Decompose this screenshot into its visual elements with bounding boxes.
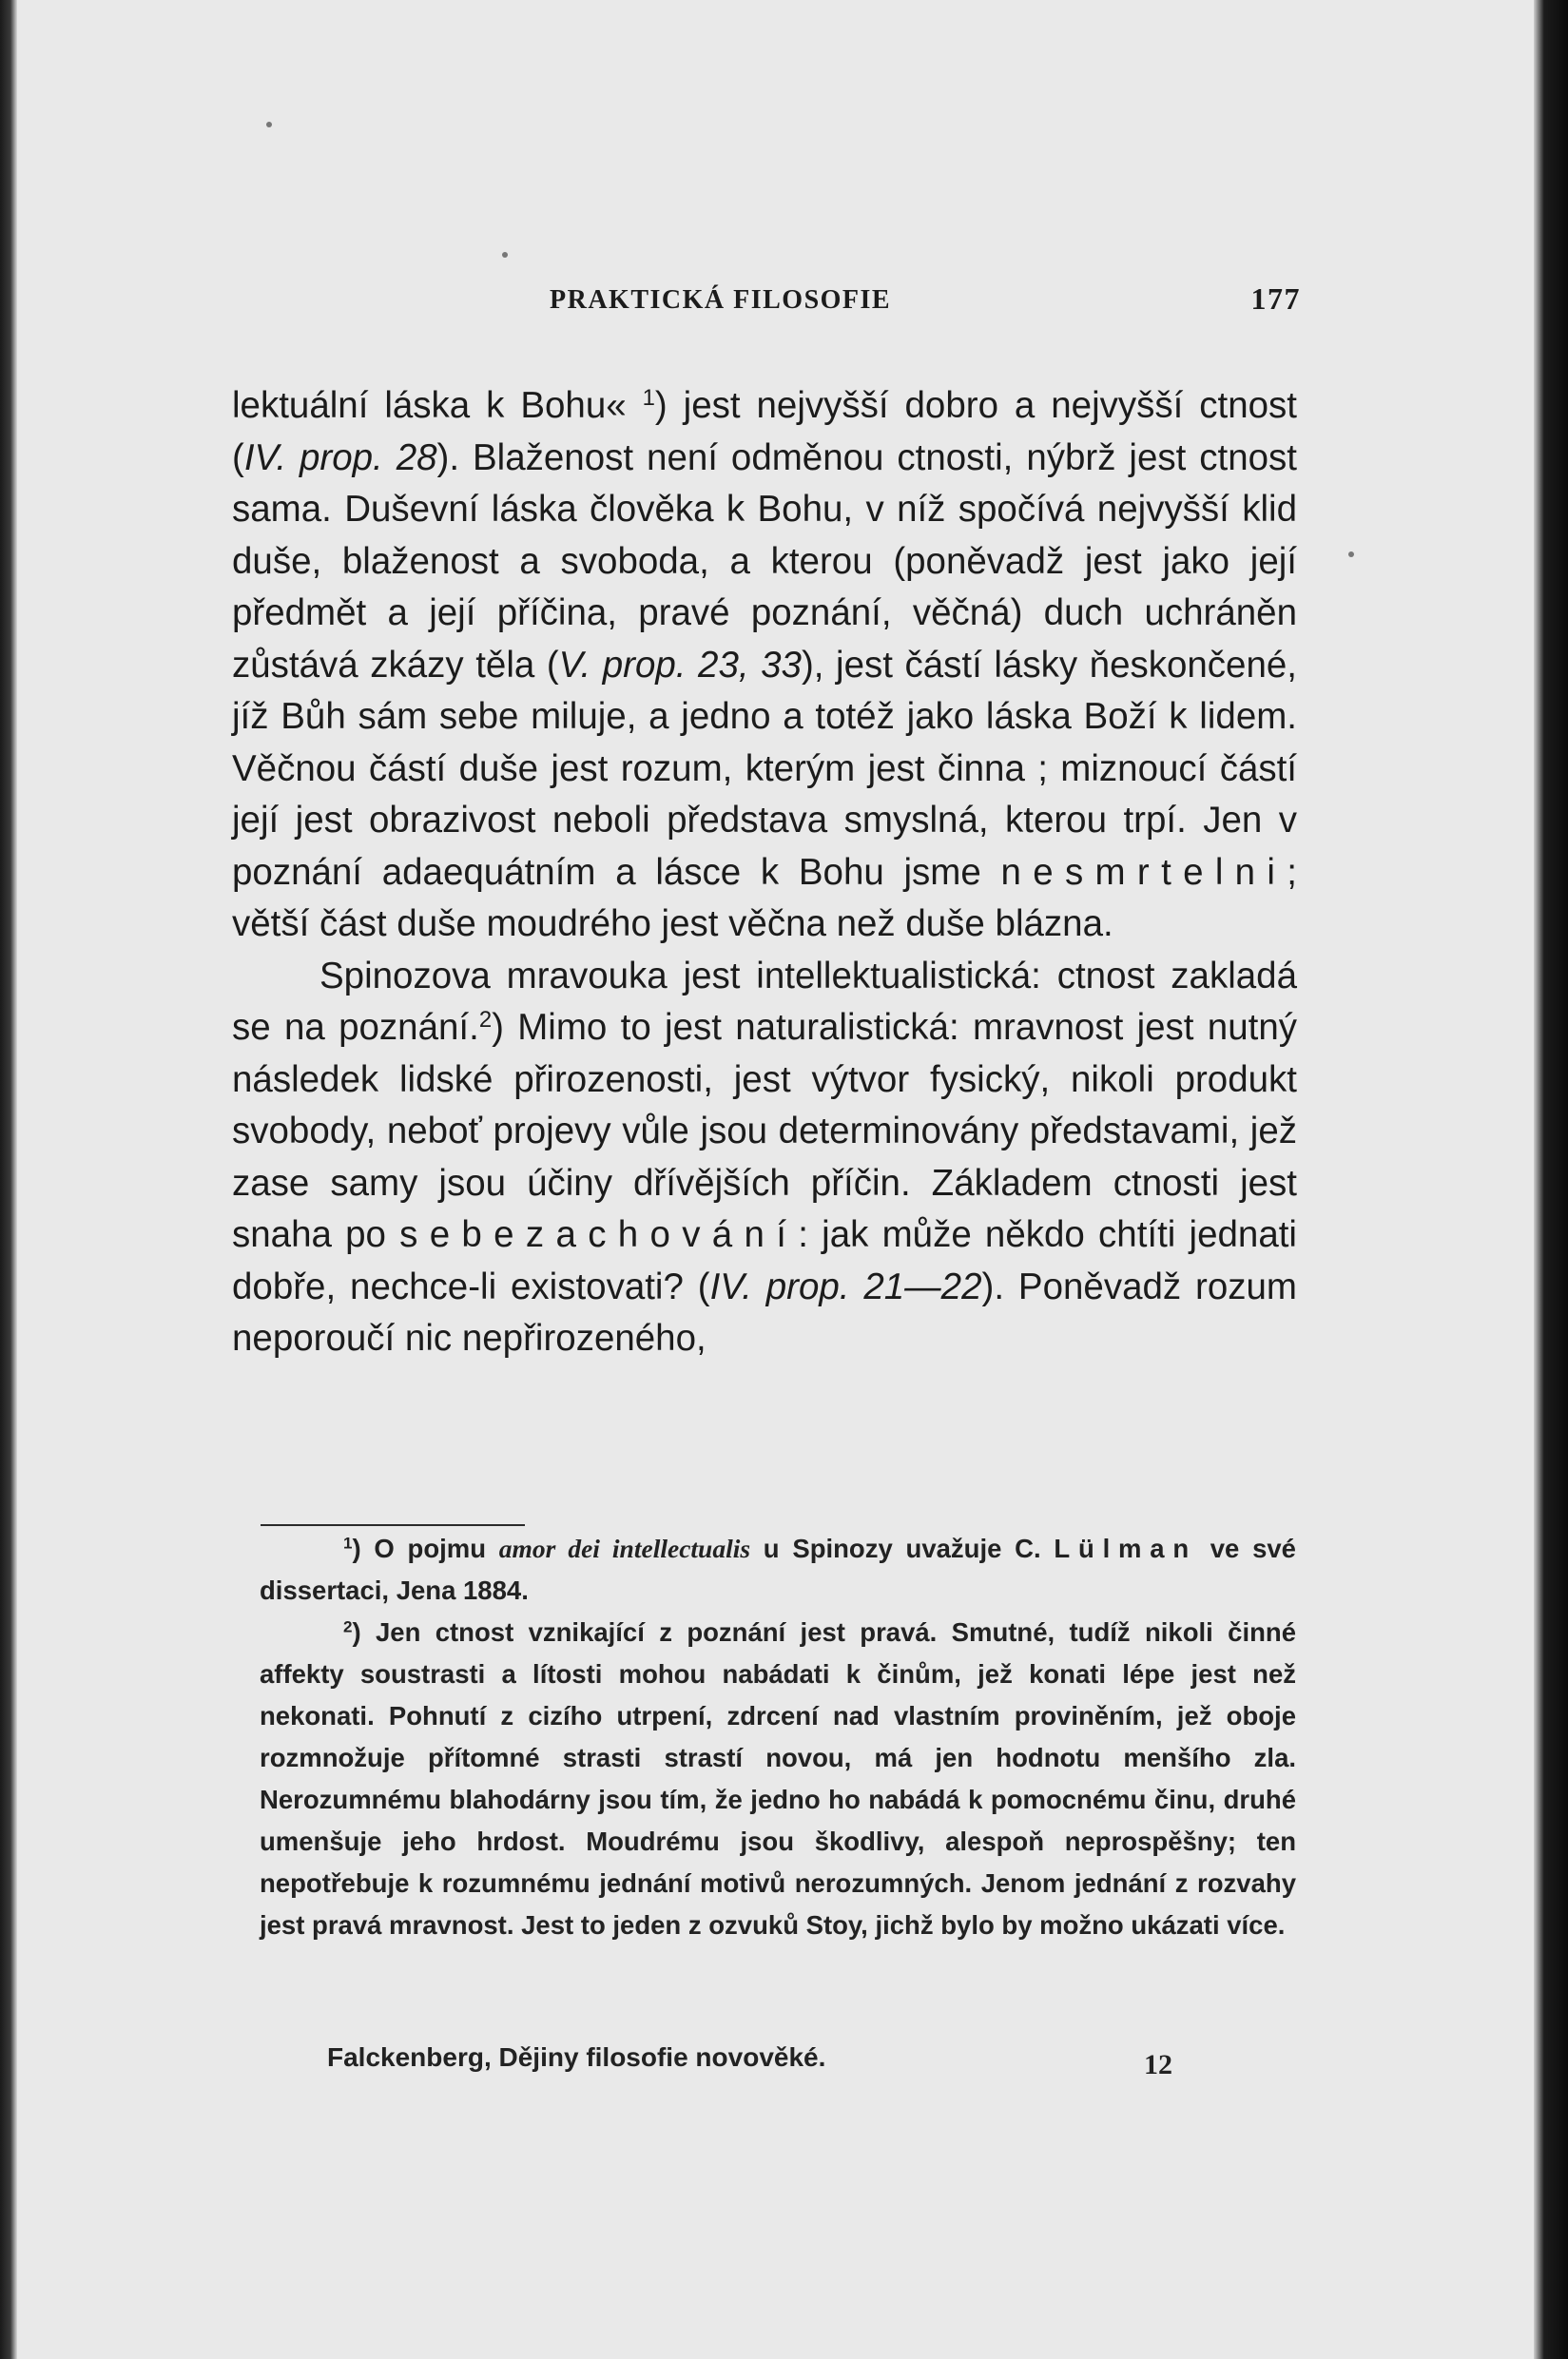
text-run: ) O pojmu [352,1534,499,1563]
sheet-mark: 12 [1144,2049,1172,2080]
latin-term: amor dei intellectualis [498,1534,751,1563]
text-run: ). Poněvadž rozum neporoučí nic nepřirozeného, [232,1266,1297,1359]
printer-signature: Falckenberg, Dějiny filosofie novověké. [327,2042,826,2072]
text-run: ve své dissertaci, Jena 1884. [260,1534,1296,1605]
footnote-mark: 1 [343,1534,353,1553]
speck [502,252,508,258]
header-title: PRAKTICKÁ FILOSOFIE [550,285,892,315]
footnotes [260,1528,1296,1946]
emphasized-word: nesmrtelni [1000,851,1287,893]
main-text [232,380,1297,1365]
footnote-mark: 2 [343,1617,353,1636]
book-page [17,0,1534,2359]
scan-left-edge [0,0,17,2359]
text-run: ) Jen ctnost vznikající z poznání jest pravá. Smutné, tudíž nikoli činné affekty soustrasti a lítosti mohou nabádati k činům, jež konati lépe jest než nekonati. Pohnutí z cizího utrpení, zdrcení nad vlastním proviněním, jež oboje rozmnožuje přítomné strasti strastí novou, má jen hodnotu menšího zla. Nerozumnému blahodárny jsou tím, že jedno ho nabádá k pomocnému činu, druhé umenšuje jeho hrdost. Moudrému jsou škodlivy, alespoň neprospěšny; ten nepotřebuje k rozumnému jednání motivů nerozumných. Jenom jednání z rozvahy jest pravá mravnost. Jest to jeden z ozvuků Stoy, jichž bylo by možno ukázati více. [260,1617,1296,1940]
footnote-divider [261,1524,525,1526]
speck [1348,551,1354,557]
page-number: 177 [1250,281,1301,316]
footnote-ref: 2 [478,1006,493,1033]
footnote-1 [260,1528,1296,1612]
text-run: ). Blaženost není odměnou ctnosti, nýbrž jest ctnost sama. Duševní láska člověka k Bohu, v níž spočívá nejvyšší klid duše, blaženost a svoboda, a kterou (poněvadž jest jako její předmět a její příčina, pravé poznání, věčná) duch uchráněn zůstává zkázy těla ( [232,436,1298,686]
text-run: ; větší část duše moudrého jest věčna než duše blázna. [232,851,1297,944]
text-run: : jak může někdo chtíti jednati dobře, nechce-li existovati? ( [232,1214,1297,1307]
text-run: u Spinozy uvažuje C. [750,1534,1055,1563]
paragraph-2 [232,951,1297,1365]
proposition-ref: IV. prop. 21—22 [709,1266,982,1307]
text-run: ), jest částí lásky ňeskončené, jíž Bůh sám sebe miluje, a jedno a totéž jako láska Boží k lidem. Věčnou částí duše jest rozum, kterým jest činna ; miznoucí částí její jest obrazivost neboli představa smyslná, kterou trpí. Jen v poznání adaequátním a lásce k Bohu jsme [232,644,1297,893]
text-run: ) jest nejvyšší dobro a nejvyšší ctnost ( [232,385,1297,478]
paragraph-1 [232,380,1297,951]
footnote-2 [260,1612,1296,1946]
footnote-ref: 1 [642,384,655,411]
text-run: Spinozova mravouka jest intellektualistická: ctnost zakladá se na poznání. [232,955,1297,1048]
running-header [550,281,1301,316]
text-run: lektuální láska k Bohu« [232,385,643,426]
author-name: Lülman [1054,1534,1197,1563]
speck [266,122,272,127]
scan-right-edge [1534,0,1568,2359]
proposition-ref: V. prop. 23, 33 [558,644,802,686]
proposition-ref: IV. prop. 28 [243,436,437,478]
text-run: ) Mimo to jest naturalistická: mravnost jest nutný následek lidské přirozenosti, jest výtvor fysický, nikoli produkt svobody, neboť projevy vůle jsou determinovány představami, jež zase samy jsou účiny dřívějších příčin. Základem ctnosti jest snaha po [232,1007,1297,1255]
emphasized-word: sebezachování [399,1214,799,1255]
